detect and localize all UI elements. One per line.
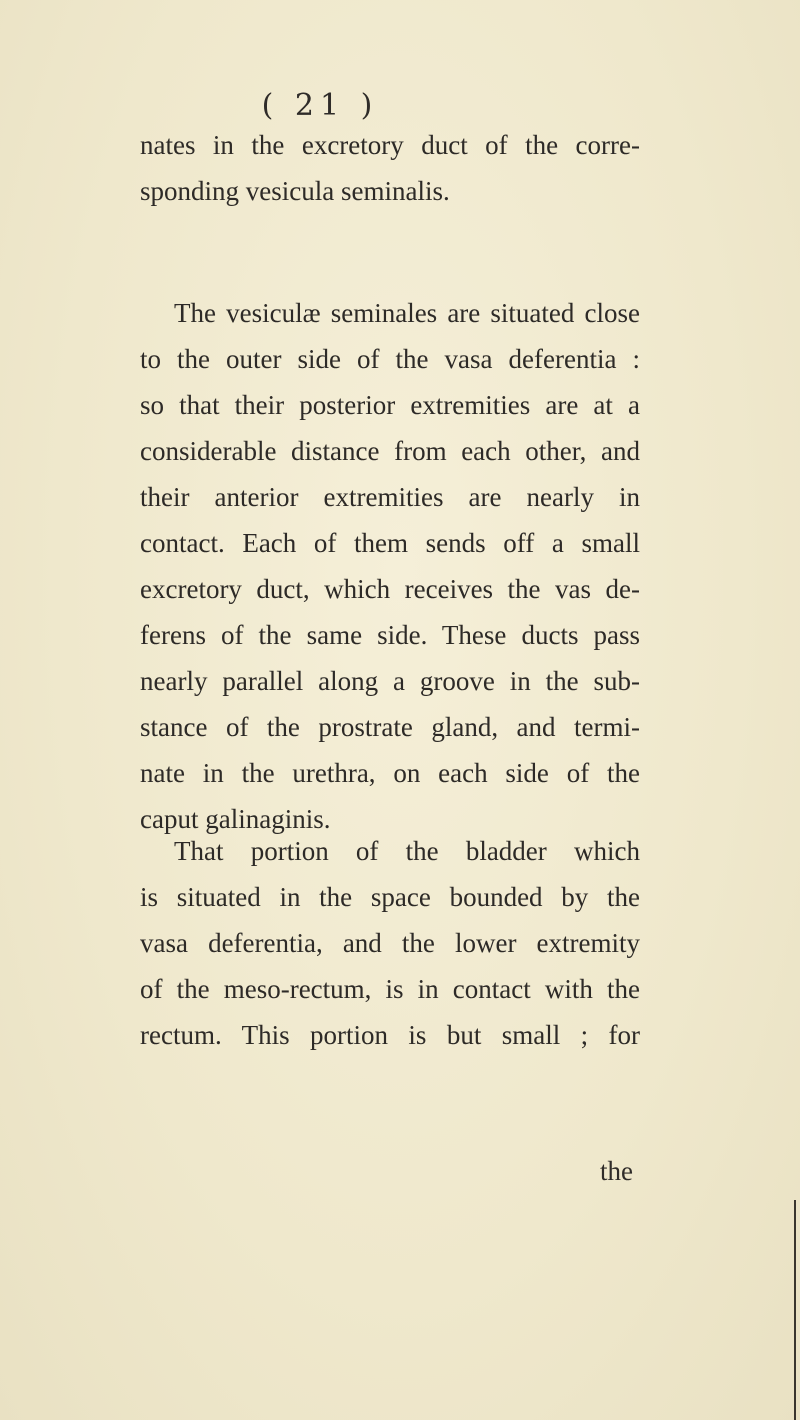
catchword: the xyxy=(600,1156,633,1186)
paragraph-1 xyxy=(140,122,640,214)
paragraph-3 xyxy=(140,828,640,1058)
text-line: The vesiculæ seminales are situated close xyxy=(174,298,640,328)
paragraph-2 xyxy=(140,290,640,842)
text-line: caput galinaginis. xyxy=(140,804,331,834)
text-line: nearly parallel along a groove in the sub- xyxy=(140,666,640,696)
text-line: nate in the urethra, on each side of the xyxy=(140,758,640,788)
text-line: sponding vesicula seminalis. xyxy=(140,176,450,206)
text-line: vasa deferentia, and the lower extremity xyxy=(140,928,640,958)
text-line: considerable distance from each other, and xyxy=(140,436,640,466)
text-line: of the meso-rectum, is in contact with the xyxy=(140,974,640,1004)
text-line: is situated in the space bounded by the xyxy=(140,882,640,912)
text-line: nates in the excretory duct of the corre- xyxy=(140,130,640,160)
text-line: ferens of the same side. These ducts pass xyxy=(140,620,640,650)
text-line: to the outer side of the vasa deferentia : xyxy=(140,344,640,374)
text-line: stance of the prostrate gland, and termi- xyxy=(140,712,640,742)
text-line: That portion of the bladder which xyxy=(174,836,640,866)
text-line: so that their posterior extremities are at a xyxy=(140,390,640,420)
text-line: excretory duct, which receives the vas de- xyxy=(140,574,640,604)
text-line: their anterior extremities are nearly in xyxy=(140,482,640,512)
text-line: rectum. This portion is but small ; for xyxy=(140,1020,640,1050)
page-number: ( 21 ) xyxy=(261,88,379,123)
text-line: contact. Each of them sends off a small xyxy=(140,528,640,558)
page-edge xyxy=(794,1200,796,1420)
